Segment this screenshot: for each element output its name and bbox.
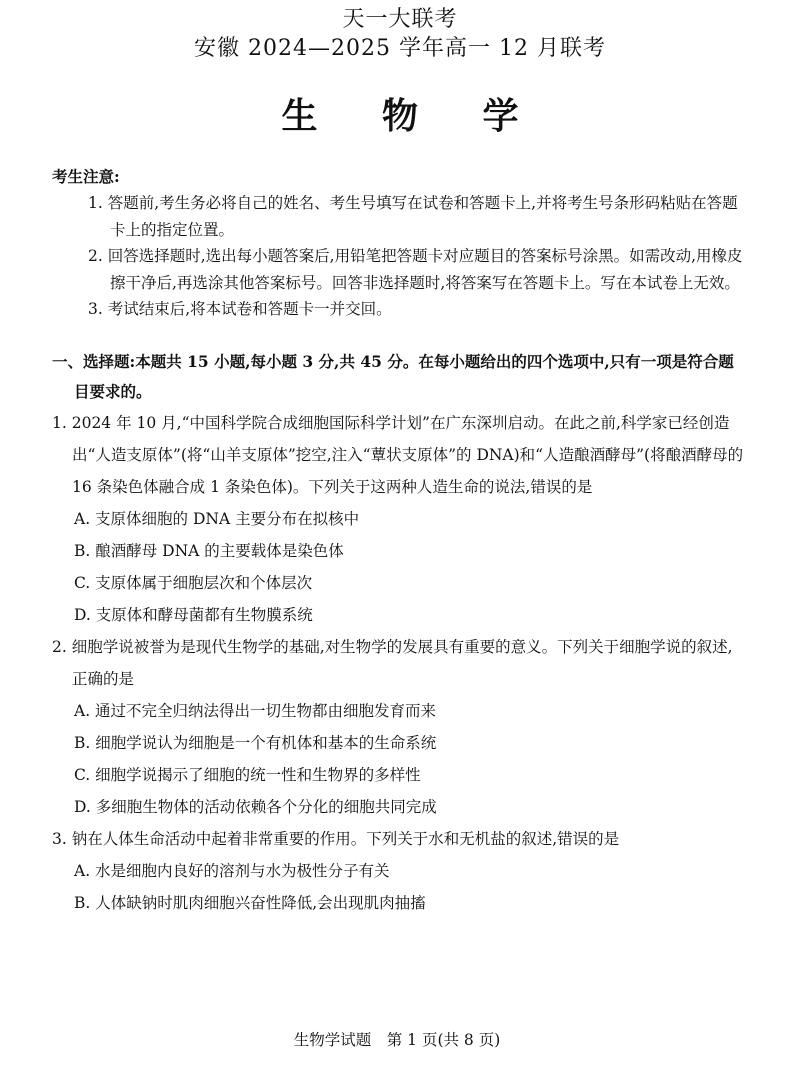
question-option: C. 细胞学说揭示了细胞的统一性和生物界的多样性 [74,765,421,784]
question-2 [52,631,748,823]
question-stem: 1. 2024 年 10 月,“中国科学院合成细胞国际科学计划”在广东深圳启动。在此之前,科学家已经创造出“人造支原体”(将“山羊支原体”挖空,注入“蕈状支原体”的 DNA)和“人造酿酒酵母”(将酿酒酵母的 16 条染色体融合成 1 条染色体)。下列关于这两种人造生命的说法,错误的是 [52,413,744,496]
question-option: B. 细胞学说认为细胞是一个有机体和基本的生命系统 [74,733,437,752]
question-3 [52,823,748,919]
notice-item: 1. 答题前,考生务必将自己的姓名、考生号填写在试卷和答题卡上,并将考生号条形码粘贴在答题卡上的指定位置。 [88,194,738,239]
question-stem: 3. 钠在人体生命活动中起着非常重要的作用。下列关于水和无机盐的叙述,错误的是 [52,829,620,848]
question-option: A. 通过不完全归纳法得出一切生物都由细胞发育而来 [74,701,437,720]
notice-title: 考生注意: [52,167,120,186]
notice-item: 2. 回答选择题时,选出每小题答案后,用铅笔把答题卡对应题目的答案标号涂黑。如需改动,用橡皮擦干净后,再选涂其他答案标号。回答非选择题时,将答案写在答题卡上。写在本试卷上无效。 [88,247,743,292]
exam-title: 安徽 2024—2025 学年高一 12 月联考 [194,36,606,61]
exam-organizer: 天一大联考 [342,7,458,32]
question-option: A. 水是细胞内良好的溶剂与水为极性分子有关 [74,861,390,880]
question-stem: 2. 细胞学说被誉为是现代生物学的基础,对生物学的发展具有重要的意义。下列关于细胞学说的叙述,正确的是 [52,637,733,688]
question-option: B. 酿酒酵母 DNA 的主要载体是染色体 [74,541,344,560]
section-heading: 一、选择题:本题共 15 小题,每小题 3 分,共 45 分。在每小题给出的四个选项中,只有一项是符合题目要求的。 [52,351,734,401]
question-option: C. 支原体属于细胞层次和个体层次 [74,573,313,592]
notice-list [52,190,748,323]
notice-item: 3. 考试结束后,将本试卷和答题卡一并交回。 [88,300,392,318]
page-footer: 生物学试题 第 1 页(共 8 页) [293,1031,501,1049]
question-1 [52,407,748,631]
question-option: D. 支原体和酵母菌都有生物膜系统 [74,605,313,624]
question-option: B. 人体缺钠时肌肉细胞兴奋性降低,会出现肌肉抽搐 [74,893,426,912]
question-option: D. 多细胞生物体的活动依赖各个分化的细胞共同完成 [74,797,437,816]
question-option: A. 支原体细胞的 DNA 主要分布在拟核中 [74,509,360,528]
subject-title: 生 物 学 [281,95,545,137]
